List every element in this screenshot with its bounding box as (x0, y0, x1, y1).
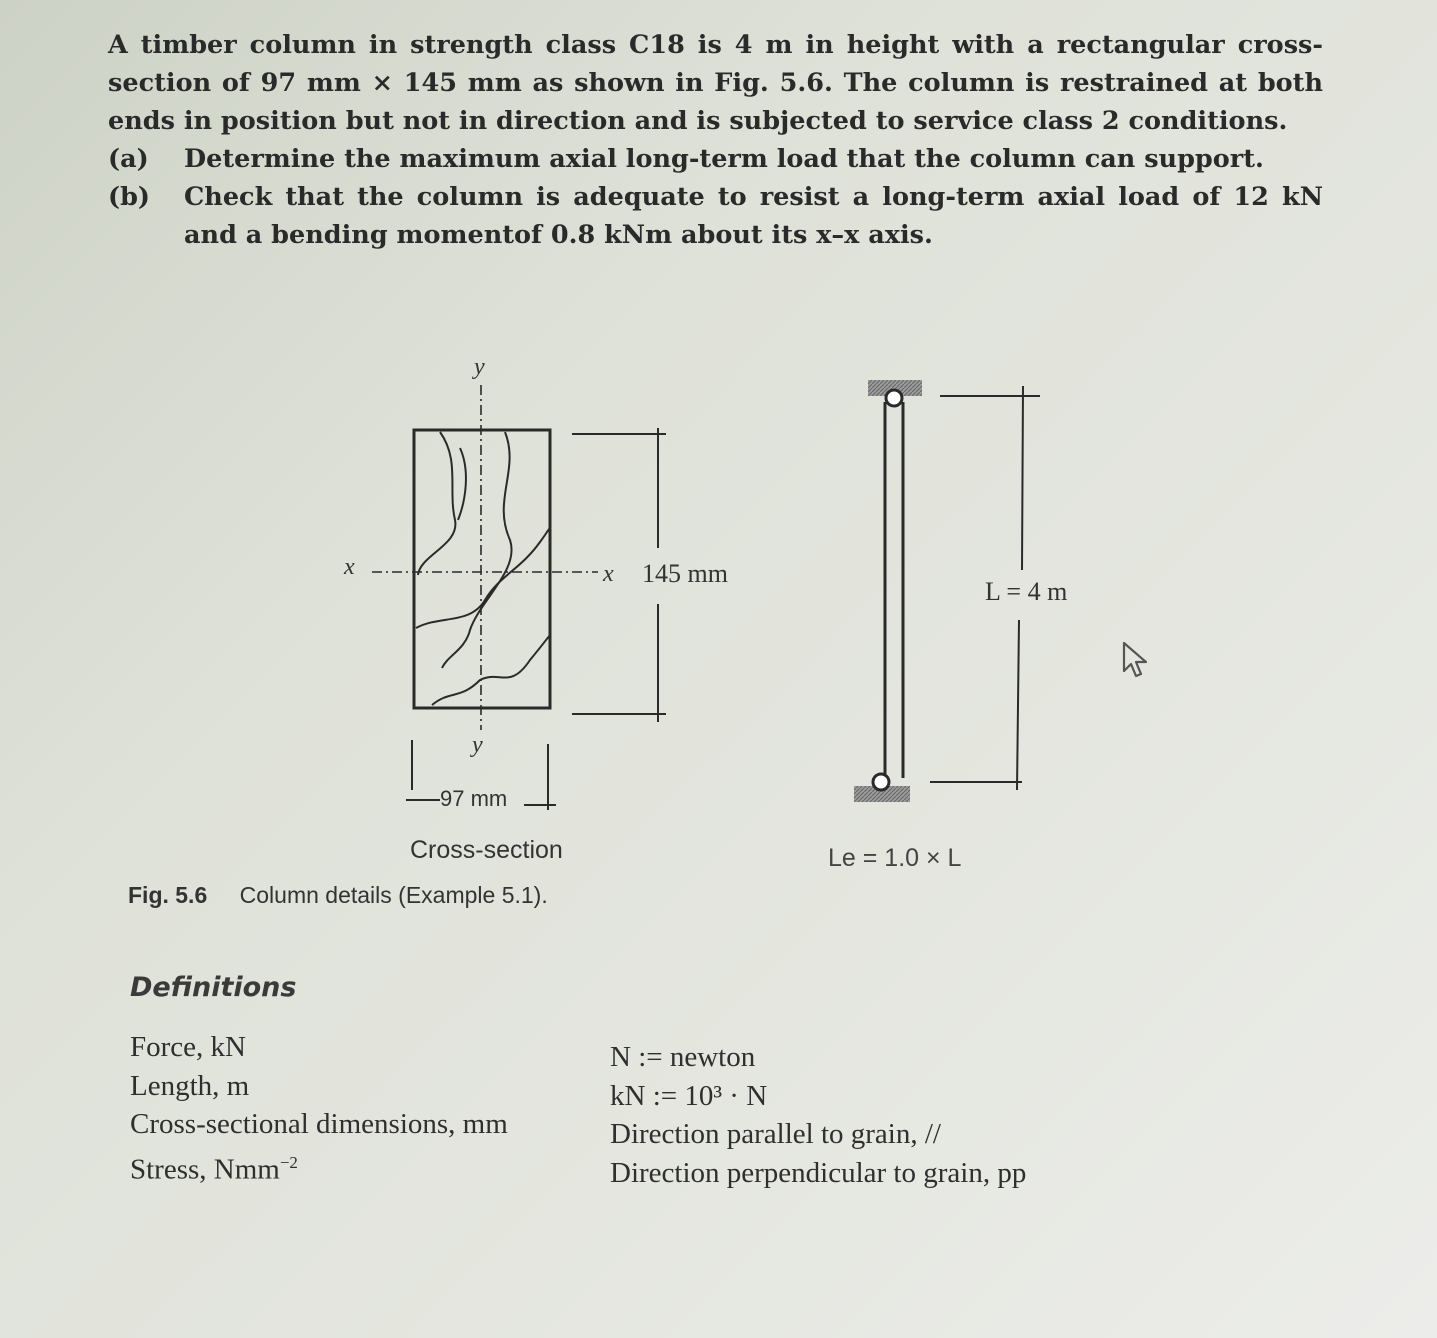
definition-length: Length, m (130, 1069, 250, 1102)
figure-caption-text: Column details (Example 5.1). (239, 882, 548, 908)
definitions-heading: Definitions (130, 972, 297, 1003)
stress-exponent: −2 (279, 1152, 298, 1172)
definition-perpendicular: Direction perpendicular to grain, pp (610, 1156, 1027, 1189)
length-dim-line-upper (1022, 386, 1023, 570)
item-text: Check that the column is adequate to resist a long-term axial load of 12 kN and a bending momentof 0.8 kNm about its x–x axis. (184, 182, 1323, 250)
bottom-pin (873, 774, 889, 790)
axis-y-top-label: y (474, 354, 485, 380)
cross-section-drawing (372, 385, 666, 810)
grain-line (458, 448, 466, 520)
axis-y-bottom-label: y (472, 732, 483, 758)
mouse-pointer-icon (1121, 641, 1153, 681)
height-dim-label: 145 mm (642, 559, 728, 588)
definition-newton: N := newton (610, 1041, 756, 1073)
cross-section-rect (414, 430, 550, 708)
grain-line (418, 432, 455, 575)
definition-stress (130, 1144, 508, 1189)
length-label: L = 4 m (985, 577, 1068, 606)
cross-section-label: Cross-section (410, 836, 563, 864)
problem-intro: A timber column in strength class C18 is 4 m in height with a rectangular cross-section of 97 mm × 145 mm as shown in Fig. 5.6. The column is restrained at both ends in position but not in direction and is subjected to service class 2 conditions. (108, 30, 1323, 136)
axis-x-right-label: x (603, 561, 614, 587)
definition-force: Force, kN (130, 1031, 246, 1063)
length-dim-line-lower (1017, 620, 1019, 790)
top-pin (886, 390, 902, 406)
effective-length-label: Le = 1.0 × L (828, 844, 962, 872)
width-dim-label: 97 mm (440, 786, 508, 811)
figure-number: Fig. 5.6 (128, 882, 208, 908)
figure-caption (128, 882, 548, 909)
item-label: (b) (108, 182, 150, 212)
grain-line (432, 635, 550, 705)
definitions-left (130, 1028, 508, 1189)
definition-parallel: Direction parallel to grain, // (610, 1118, 941, 1150)
item-text: Determine the maximum axial long-term load that the column can support. (184, 144, 1264, 174)
item-label: (a) (108, 144, 149, 174)
grain-line (416, 528, 550, 628)
definitions-right (610, 1038, 1026, 1192)
definition-kilonewton: kN := 10³ · N (610, 1079, 768, 1112)
definition-stress-text: Stress, Nmm (130, 1153, 280, 1186)
definition-dimensions: Cross-sectional dimensions, mm (130, 1108, 508, 1140)
axis-x-left-label: x (344, 554, 355, 580)
